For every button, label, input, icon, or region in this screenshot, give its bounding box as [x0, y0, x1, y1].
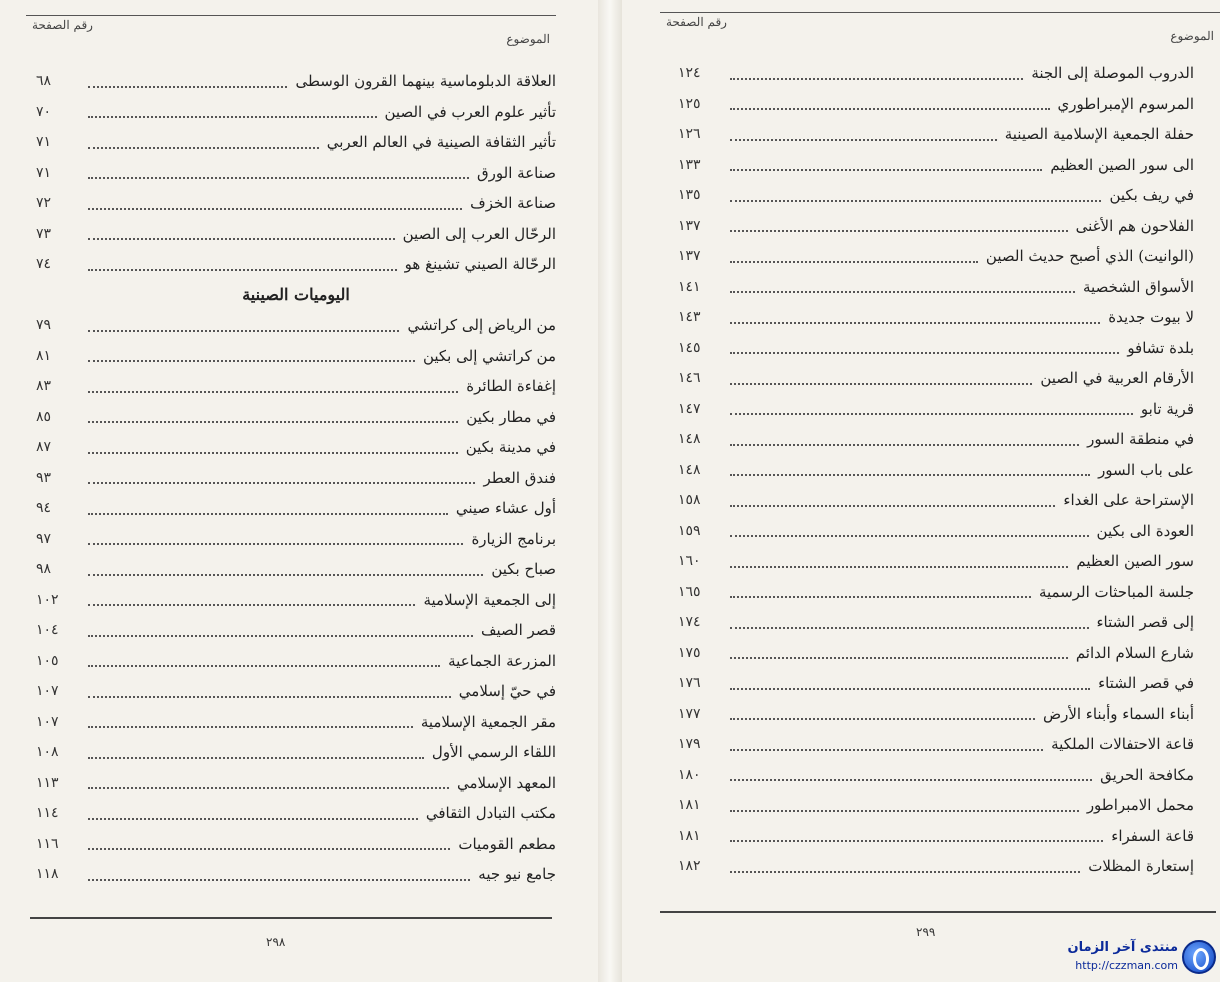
toc-leader-dots: [88, 420, 458, 423]
toc-entry-title: العودة الى بكين: [1096, 521, 1194, 540]
toc-entry: [678, 394, 1194, 425]
toc-entry: [678, 150, 1194, 181]
toc-entry-page: ٦٨: [36, 73, 52, 90]
toc-leader-dots: [88, 329, 399, 332]
toc-entry-page: ١٨٢: [678, 858, 701, 875]
toc-entry-title: إغفاءة الطائرة: [466, 377, 556, 396]
toc-entry: [36, 158, 556, 189]
toc-leader-dots: [88, 542, 463, 545]
book-gutter: [598, 0, 622, 982]
right-page: [620, 0, 1220, 982]
toc-entry-title: قاعة الاحتفالات الملكية: [1051, 735, 1194, 754]
toc-entry: [678, 516, 1194, 547]
toc-leader-dots: [88, 573, 483, 576]
toc-entry: [678, 607, 1194, 638]
toc-entry: [678, 546, 1194, 577]
toc-entry-page: ٩٤: [36, 500, 52, 517]
toc-entry: [678, 577, 1194, 608]
toc-entry-page: ١٧٥: [678, 644, 701, 661]
toc-entry: [36, 249, 556, 280]
toc-entry-title: الرحّالة الصيني تشينغ هو: [404, 255, 556, 274]
toc-leader-dots: [730, 565, 1068, 568]
toc-entry-page: ١٤٧: [678, 400, 701, 417]
toc-entry-page: ١٣٧: [678, 248, 701, 265]
toc-entry-page: ١٧٧: [678, 705, 701, 722]
toc-entry-page: ١٤٣: [678, 309, 701, 326]
toc-leader-dots: [88, 512, 448, 515]
toc-entry: [678, 363, 1194, 394]
toc-entry-title: فندق العطر: [483, 468, 556, 487]
toc-entry-page: ٨٣: [36, 378, 52, 395]
toc-entry: [36, 768, 556, 799]
toc-entry-page: ١٠٤: [36, 622, 59, 639]
toc-entry: [678, 851, 1194, 882]
toc-entry-page: ١٠٢: [36, 591, 59, 608]
toc-leader-dots: [730, 290, 1075, 293]
toc-entry-page: ٧٠: [36, 103, 52, 120]
toc-entry: [36, 707, 556, 738]
toc-leader-dots: [730, 748, 1043, 751]
toc-entry-page: ١١٣: [36, 774, 59, 791]
toc-entry: [678, 333, 1194, 364]
toc-leader-dots: [88, 817, 418, 820]
toc-leader-dots: [730, 168, 1042, 171]
toc-leader-dots: [730, 138, 997, 141]
toc-leader-dots: [730, 534, 1089, 537]
toc-entry-page: ١٤٦: [678, 370, 701, 387]
toc-entry-page: ١٣٧: [678, 217, 701, 234]
toc-entry-title: برنامج الزيارة: [471, 529, 556, 548]
right-footer-rule: [660, 911, 1216, 913]
toc-entry: [678, 760, 1194, 791]
toc-entry-title: لا بيوت جديدة: [1108, 308, 1194, 327]
toc-leader-dots: [730, 504, 1055, 507]
toc-entry-page: ١٣٣: [678, 156, 701, 173]
header-topic-label: الموضوع: [506, 32, 550, 46]
toc-leader-dots: [730, 473, 1090, 476]
toc-entry-page: ١٦٥: [678, 583, 701, 600]
toc-entry: [36, 676, 556, 707]
toc-leader-dots: [730, 687, 1090, 690]
toc-leader-dots: [88, 725, 413, 728]
toc-leader-dots: [730, 351, 1119, 354]
toc-entry-title: المعهد الإسلامي: [457, 773, 556, 792]
toc-entry-page: ١٠٥: [36, 652, 59, 669]
toc-leader-dots: [730, 839, 1103, 842]
toc-entry: [36, 798, 556, 829]
toc-leader-dots: [88, 115, 377, 118]
toc-entry: [36, 402, 556, 433]
toc-leader-dots: [88, 695, 451, 698]
toc-entry-page: ٧٩: [36, 317, 52, 334]
toc-entry-page: ٧٤: [36, 256, 52, 273]
toc-entry-title: جامع نيو جيه: [478, 865, 556, 884]
toc-entry: [36, 646, 556, 677]
toc-leader-dots: [730, 382, 1032, 385]
toc-entry-page: ١٥٨: [678, 492, 701, 509]
toc-leader-dots: [88, 878, 470, 881]
toc-entry-title: صناعة الورق: [477, 163, 556, 182]
toc-leader-dots: [88, 603, 415, 606]
toc-entry-page: ١١٤: [36, 805, 59, 822]
toc-leader-dots: [88, 207, 462, 210]
toc-entry-title: (الوانيت) الذي أصبح حديث الصين: [985, 247, 1194, 266]
toc-entry-title: صناعة الخزف: [470, 194, 556, 213]
toc-leader-dots: [730, 656, 1068, 659]
toc-entry-page: ١٠٧: [36, 713, 59, 730]
toc-entry: [36, 859, 556, 890]
site-logo-icon: [1182, 940, 1216, 974]
toc-leader-dots: [88, 390, 458, 393]
toc-entry-title: في حيّ إسلامي: [458, 682, 556, 701]
toc-entry-page: ١٧٩: [678, 736, 701, 753]
toc-entry-page: ٩٣: [36, 469, 52, 486]
left-page-number: ٢٩٨: [266, 935, 286, 949]
toc-entry-title: إستعارة المظلات: [1088, 857, 1194, 876]
toc-entry-title: مكتب التبادل الثقافي: [425, 804, 556, 823]
toc-entry-title: من كراتشي إلى بكين: [422, 346, 556, 365]
toc-entry: [678, 119, 1194, 150]
toc-entry-title: جلسة المباحثات الرسمية: [1038, 582, 1194, 601]
toc-entry-title: من الرياض إلى كراتشي: [407, 316, 556, 335]
toc-entry: [678, 89, 1194, 120]
toc-entry: [36, 554, 556, 585]
toc-leader-dots: [730, 626, 1089, 629]
toc-leader-dots: [730, 107, 1050, 110]
toc-entry-page: ٨١: [36, 347, 52, 364]
toc-entry: [678, 729, 1194, 760]
left-page-header: [26, 15, 556, 46]
toc-entry: [678, 821, 1194, 852]
toc-entry-page: ١٠٧: [36, 683, 59, 700]
toc-entry: [36, 463, 556, 494]
header-page-label: رقم الصفحة: [32, 18, 93, 32]
toc-entry: [36, 219, 556, 250]
toc-entry-page: ١١٨: [36, 866, 59, 883]
toc-entry: [36, 615, 556, 646]
toc-entry-title: قاعة السفراء: [1111, 826, 1194, 845]
toc-entry: [36, 432, 556, 463]
toc-entry-page: ١٢٤: [678, 65, 701, 82]
toc-entry-page: ١٢٦: [678, 126, 701, 143]
toc-entry-title: على باب السور: [1098, 460, 1194, 479]
toc-leader-dots: [88, 481, 475, 484]
toc-entry-title: إلى الجمعية الإسلامية: [423, 590, 556, 609]
toc-entry-page: ١٢٥: [678, 95, 701, 112]
toc-entry-title: اللقاء الرسمي الأول: [431, 743, 556, 762]
toc-entry: [678, 790, 1194, 821]
toc-leader-dots: [730, 595, 1031, 598]
toc-entry-title: تأثير الثقافة الصينية في العالم العربي: [326, 133, 556, 152]
toc-entry-title: في ريف بكين: [1109, 186, 1194, 205]
toc-entry: [36, 310, 556, 341]
toc-entry-title: في مدينة بكين: [465, 438, 556, 457]
right-toc-list: [678, 58, 1194, 882]
toc-entry-page: ٧٢: [36, 195, 52, 212]
toc-entry-title: الى سور الصين العظيم: [1050, 155, 1194, 174]
toc-entry-title: اليوميات الصينية: [242, 285, 350, 305]
toc-entry-page: ٨٧: [36, 439, 52, 456]
toc-leader-dots: [88, 176, 469, 179]
toc-entry-page: ١٧٤: [678, 614, 701, 631]
toc-entry-page: ١٤٥: [678, 339, 701, 356]
toc-entry-title: الأسواق الشخصية: [1083, 277, 1194, 296]
toc-entry: [678, 485, 1194, 516]
toc-leader-dots: [88, 756, 424, 759]
toc-entry-page: ١٤٨: [678, 431, 701, 448]
toc-entry-page: ٨٥: [36, 408, 52, 425]
toc-entry-title: مطعم القوميات: [458, 834, 556, 853]
right-page-number: ٢٩٩: [916, 925, 936, 939]
toc-entry-title: الرحّال العرب إلى الصين: [402, 224, 556, 243]
toc-leader-dots: [730, 321, 1100, 324]
toc-entry-page: ١٦٠: [678, 553, 701, 570]
toc-entry: [36, 341, 556, 372]
toc-entry-title: قرية تابو: [1140, 399, 1194, 418]
watermark-site-name: منتدى آخر الزمان: [1067, 940, 1178, 955]
toc-entry-title: شارع السلام الدائم: [1075, 643, 1194, 662]
toc-entry-title: العلاقة الدبلوماسية بينهما القرون الوسطى: [295, 72, 556, 91]
left-page: [0, 0, 600, 982]
toc-entry: [678, 211, 1194, 242]
toc-entry: [678, 272, 1194, 303]
toc-entry-title: سور الصين العظيم: [1076, 552, 1194, 571]
toc-leader-dots: [730, 778, 1092, 781]
toc-entry-page: ٧٣: [36, 225, 52, 242]
toc-entry-title: مكافحة الحريق: [1100, 765, 1194, 784]
toc-entry-page: ١٨١: [678, 797, 701, 814]
toc-entry-title: قصر الصيف: [480, 621, 556, 640]
toc-entry: [678, 302, 1194, 333]
toc-leader-dots: [730, 443, 1079, 446]
toc-entry-title: تأثير علوم العرب في الصين: [384, 102, 556, 121]
toc-entry: [36, 829, 556, 860]
toc-entry-title: حفلة الجمعية الإسلامية الصينية: [1004, 125, 1194, 144]
toc-entry-title: أول عشاء صيني: [455, 499, 556, 518]
toc-leader-dots: [88, 359, 415, 362]
toc-entry: [678, 699, 1194, 730]
toc-entry-page: ٧١: [36, 134, 52, 151]
header-topic-label: الموضوع: [1170, 29, 1214, 43]
toc-leader-dots: [88, 237, 395, 240]
toc-leader-dots: [88, 634, 473, 637]
toc-entry-title: محمل الامبراطور: [1086, 796, 1194, 815]
toc-entry-page: ١٨٠: [678, 766, 701, 783]
toc-entry: [678, 455, 1194, 486]
right-page-header: [660, 12, 1220, 43]
toc-entry: [36, 66, 556, 97]
toc-entry-page: ١٠٨: [36, 744, 59, 761]
toc-entry-page: ١١٦: [36, 835, 59, 852]
toc-entry: [36, 524, 556, 555]
toc-entry: [678, 424, 1194, 455]
toc-entry-title: الأرقام العربية في الصين: [1040, 369, 1194, 388]
toc-entry: [678, 180, 1194, 211]
toc-entry-title: في منطقة السور: [1087, 430, 1194, 449]
toc-leader-dots: [88, 786, 449, 789]
toc-entry-title: بلدة تشافو: [1127, 338, 1194, 357]
toc-entry-page: ١٣٥: [678, 187, 701, 204]
toc-leader-dots: [730, 260, 978, 263]
toc-leader-dots: [730, 199, 1101, 202]
toc-entry: [36, 371, 556, 402]
toc-entry-title: المرسوم الإمبراطوري: [1057, 94, 1194, 113]
toc-entry-page: ٩٧: [36, 530, 52, 547]
toc-entry: [36, 97, 556, 128]
watermark-logo[interactable]: [1040, 938, 1216, 978]
toc-entry-title: في قصر الشتاء: [1098, 674, 1194, 693]
toc-entry: [36, 493, 556, 524]
toc-leader-dots: [88, 847, 450, 850]
toc-leader-dots: [88, 451, 458, 454]
toc-leader-dots: [88, 664, 440, 667]
toc-entry: [678, 668, 1194, 699]
toc-section-heading: [36, 280, 556, 311]
toc-entry-page: ٩٨: [36, 561, 52, 578]
toc-entry-title: أبناء السماء وأبناء الأرض: [1042, 704, 1194, 723]
toc-leader-dots: [88, 146, 319, 149]
toc-leader-dots: [730, 870, 1080, 873]
toc-entry: [678, 241, 1194, 272]
toc-entry: [36, 585, 556, 616]
toc-leader-dots: [730, 412, 1133, 415]
toc-entry: [678, 638, 1194, 669]
toc-entry: [36, 127, 556, 158]
toc-entry-page: ١٧٦: [678, 675, 701, 692]
toc-entry: [36, 737, 556, 768]
watermark-url: http://czzman.com: [1075, 959, 1178, 972]
toc-leader-dots: [730, 77, 1023, 80]
toc-entry-title: في مطار بكين: [466, 407, 556, 426]
header-page-label: رقم الصفحة: [666, 15, 727, 29]
toc-entry: [678, 58, 1194, 89]
toc-entry-title: الفلاحون هم الأغنى: [1075, 216, 1194, 235]
toc-entry-page: ١٤١: [678, 278, 701, 295]
toc-leader-dots: [730, 717, 1035, 720]
toc-leader-dots: [88, 85, 287, 88]
left-toc-list: [36, 66, 556, 890]
toc-leader-dots: [88, 268, 397, 271]
toc-entry-title: المزرعة الجماعية: [448, 651, 556, 670]
toc-entry-page: ١٨١: [678, 827, 701, 844]
left-footer-rule: [30, 917, 552, 919]
toc-entry-title: الدروب الموصلة إلى الجنة: [1031, 64, 1194, 83]
toc-leader-dots: [730, 809, 1079, 812]
toc-entry-title: مقر الجمعية الإسلامية: [420, 712, 556, 731]
toc-leader-dots: [730, 229, 1068, 232]
toc-entry-title: إلى قصر الشتاء: [1096, 613, 1194, 632]
toc-entry-page: ١٥٩: [678, 522, 701, 539]
toc-entry-page: ١٤٨: [678, 461, 701, 478]
toc-entry-title: صباح بكين: [491, 560, 556, 579]
toc-entry: [36, 188, 556, 219]
toc-entry-page: ٧١: [36, 164, 52, 181]
toc-entry-title: الإستراحة على الغداء: [1063, 491, 1194, 510]
